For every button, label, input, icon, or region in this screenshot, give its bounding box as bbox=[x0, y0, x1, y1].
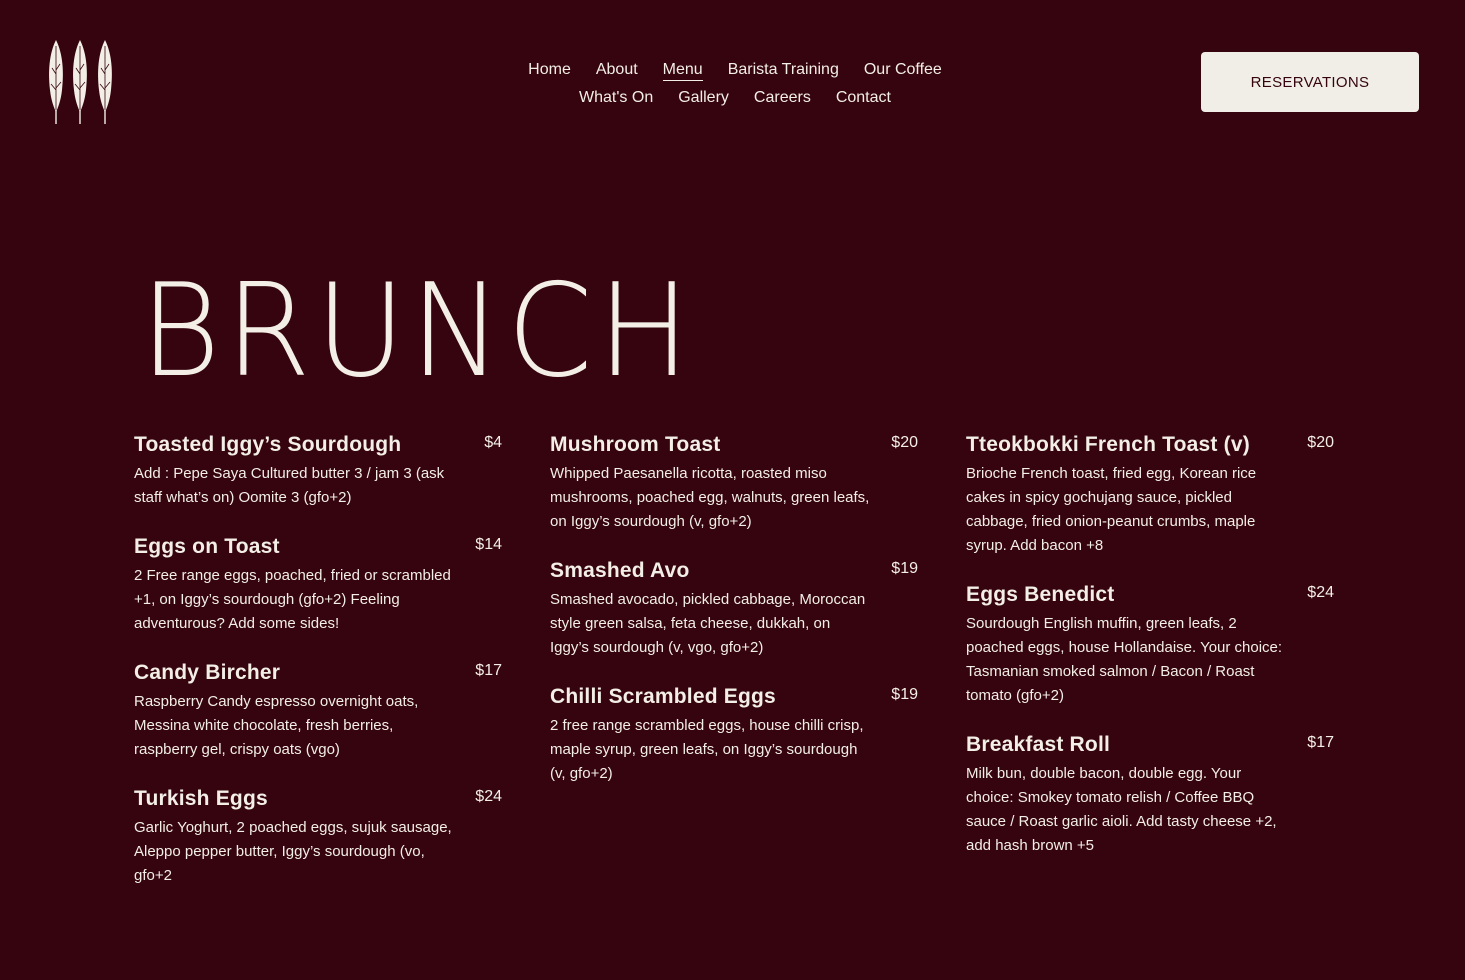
nav-contact[interactable]: Contact bbox=[835, 89, 891, 106]
menu-item bbox=[966, 730, 1336, 858]
menu-item bbox=[134, 532, 504, 636]
nav-row-1 bbox=[480, 56, 990, 84]
nav-whats-on[interactable]: What's On bbox=[579, 89, 654, 106]
menu-item-description: Smashed avocado, pickled cabbage, Moroccan style green salsa, feta cheese, dukkah, on Iggy’s sourdough (v, vgo, gfo+2) bbox=[550, 591, 866, 656]
menu-item bbox=[134, 784, 504, 888]
nav-about[interactable]: About bbox=[595, 61, 638, 78]
menu-item-name: Breakfast Roll bbox=[966, 733, 1111, 756]
menu-item-price: $17 bbox=[475, 662, 502, 679]
menu-item-price: $17 bbox=[1307, 734, 1334, 751]
menu-item bbox=[550, 430, 920, 534]
menu-item bbox=[966, 430, 1336, 558]
menu-item-name: Toasted Iggy’s Sourdough bbox=[134, 433, 402, 456]
menu-item-description: Whipped Paesanella ricotta, roasted miso mushrooms, poached egg, walnuts, green leafs, on Iggy’s sourdough (v, gfo+2) bbox=[550, 465, 870, 530]
menu-item-description: Garlic Yoghurt, 2 poached eggs, sujuk sausage, Aleppo pepper butter, Iggy’s sourdough (vo, gfo+2 bbox=[134, 819, 452, 884]
menu-item-price: $19 bbox=[891, 560, 918, 577]
menu-item-description: Add : Pepe Saya Cultured butter 3 / jam 3 (ask staff what’s on) Oomite 3 (gfo+2) bbox=[134, 465, 445, 506]
menu-item bbox=[550, 682, 920, 786]
main-nav bbox=[480, 56, 990, 112]
menu-item bbox=[134, 430, 504, 510]
menu-item-price: $20 bbox=[1307, 434, 1334, 451]
reservations-button[interactable]: RESERVATIONS bbox=[1201, 52, 1419, 112]
menu-item-price: $20 bbox=[891, 434, 918, 451]
menu-item-name: Eggs Benedict bbox=[966, 583, 1115, 606]
nav-home[interactable]: Home bbox=[528, 61, 571, 78]
nav-gallery[interactable]: Gallery bbox=[678, 89, 729, 106]
menu-item bbox=[550, 556, 920, 660]
menu-item-name: Tteokbokki French Toast (v) bbox=[966, 433, 1250, 456]
menu-item-price: $24 bbox=[1307, 584, 1334, 601]
menu-item-name: Turkish Eggs bbox=[134, 787, 268, 810]
menu-item-name: Eggs on Toast bbox=[134, 535, 280, 558]
menu-item-price: $24 bbox=[475, 788, 502, 805]
menu-item-name: Chilli Scrambled Eggs bbox=[550, 685, 776, 708]
nav-our-coffee[interactable]: Our Coffee bbox=[863, 61, 942, 78]
menu-item-price: $19 bbox=[891, 686, 918, 703]
menu-item-name: Candy Bircher bbox=[134, 661, 281, 684]
menu-column-3 bbox=[966, 430, 1336, 880]
menu-item-description: Milk bun, double bacon, double egg. Your choice: Smokey tomato relish / Coffee BBQ sauce / Roast garlic aioli. Add tasty cheese +2, add hash brown +5 bbox=[966, 765, 1277, 854]
menu-item-description: 2 Free range eggs, poached, fried or scrambled +1, on Iggy’s sourdough (gfo+2) Feeling adventurous? Add some sides! bbox=[134, 567, 451, 632]
menu-item-name: Smashed Avo bbox=[550, 559, 690, 582]
menu-item-price: $4 bbox=[484, 434, 502, 451]
menu-item-description: 2 free range scrambled eggs, house chilli crisp, maple syrup, green leafs, on Iggy’s sourdough (v, gfo+2) bbox=[550, 717, 864, 782]
menu-item-description: Brioche French toast, fried egg, Korean rice cakes in spicy gochujang sauce, pickled cabbage, fried onion-peanut crumbs, maple syrup. Add bacon +8 bbox=[966, 465, 1257, 554]
menu-item bbox=[966, 580, 1336, 708]
menu-column-1 bbox=[134, 430, 504, 910]
feather-logo-icon[interactable] bbox=[46, 38, 116, 126]
menu-item bbox=[134, 658, 504, 762]
nav-row-2 bbox=[480, 84, 990, 112]
nav-menu[interactable]: Menu bbox=[663, 59, 703, 81]
page-title: BRUNCH bbox=[140, 257, 695, 406]
nav-barista-training[interactable]: Barista Training bbox=[727, 61, 839, 78]
menu-item-name: Mushroom Toast bbox=[550, 433, 721, 456]
menu-item-description: Sourdough English muffin, green leafs, 2 poached eggs, house Hollandaise. Your choice: Tasmanian smoked salmon / Bacon / Roast tomato (gfo+2) bbox=[966, 615, 1283, 704]
menu-item-price: $14 bbox=[475, 536, 502, 553]
menu-column-2 bbox=[550, 430, 920, 808]
nav-careers[interactable]: Careers bbox=[753, 89, 811, 106]
menu-item-description: Raspberry Candy espresso overnight oats, Messina white chocolate, fresh berries, raspberry gel, crispy oats (vgo) bbox=[134, 693, 419, 758]
